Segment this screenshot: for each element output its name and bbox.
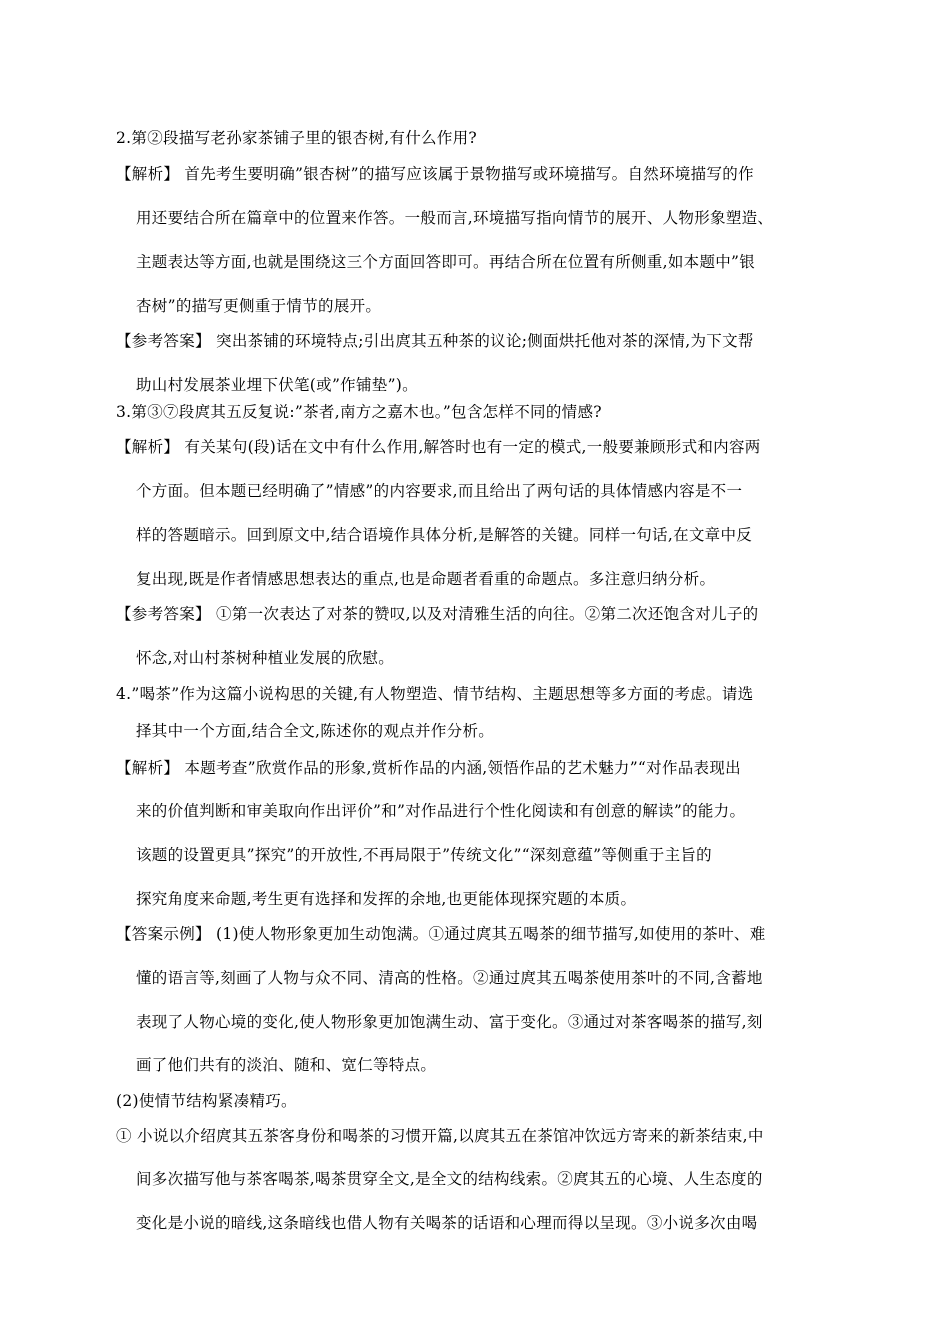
question-4-cont: 择其中一个方面,结合全文,陈述你的观点并作分析。 xyxy=(136,722,495,740)
answer-line: 【参考答案】 ①第一次表达了对茶的赞叹,以及对清雅生活的向往。②第二次还饱含对儿子的 xyxy=(116,605,759,623)
example-answer-line: 【答案示例】 (1)使人物形象更加生动饱满。①通过庹其五喝茶的细节描写,如使用的茶叶、难 xyxy=(116,925,766,943)
example-answer-line: 画了他们共有的淡泊、随和、宽仁等特点。 xyxy=(136,1056,437,1074)
analysis-line: 用还要结合所在篇章中的位置来作答。一般而言,环境描写指向情节的展开、人物形象塑造、 xyxy=(136,209,774,227)
question-3: 3.第③⑦段庹其五反复说:”茶者,南方之嘉木也。”包含怎样不同的情感? xyxy=(116,403,602,421)
answer-line: 怀念,对山村茶树种植业发展的欣慰。 xyxy=(136,649,395,667)
analysis-line: 杏树”的描写更侧重于情节的展开。 xyxy=(136,297,382,315)
analysis-line: 【解析】 本题考查”欣赏作品的形象,赏析作品的内涵,领悟作品的艺术魅力”“对作品表现出 xyxy=(116,759,741,777)
subpoint-line: 间多次描写他与茶客喝茶,喝茶贯穿全文,是全文的结构线索。②庹其五的心境、人生态度的 xyxy=(136,1170,763,1188)
answer-line: 助山村发展茶业埋下伏笔(或”作铺垫”)。 xyxy=(136,376,418,394)
analysis-line: 个方面。但本题已经明确了”情感”的内容要求,而且给出了两句话的具体情感内容是不一 xyxy=(136,482,743,500)
subpoint-line: ① 小说以介绍庹其五茶客身份和喝茶的习惯开篇,以庹其五在茶馆冲饮远方寄来的新茶结束,中 xyxy=(116,1127,764,1145)
analysis-line: 该题的设置更具”探究”的开放性,不再局限于”传统文化”“深刻意蕴”等侧重于主旨的 xyxy=(136,846,712,864)
subpoint-2: (2)使情节结构紧凑精巧。 xyxy=(116,1092,297,1110)
question-4: 4.”喝茶”作为这篇小说构思的关键,有人物塑造、情节结构、主题思想等多方面的考虑。请选 xyxy=(116,685,754,703)
analysis-line: 样的答题暗示。回到原文中,结合语境作具体分析,是解答的关键。同样一句话,在文章中反 xyxy=(136,526,753,544)
example-answer-line: 懂的语言等,刻画了人物与众不同、清高的性格。②通过庹其五喝茶使用茶叶的不同,含蓄地 xyxy=(136,969,763,987)
analysis-line: 复出现,既是作者情感思想表达的重点,也是命题者看重的命题点。多注意归纳分析。 xyxy=(136,570,716,588)
analysis-line: 探究角度来命题,考生更有选择和发挥的余地,也更能体现探究题的本质。 xyxy=(136,890,637,908)
analysis-line: 【解析】 首先考生要明确”银杏树”的描写应该属于景物描写或环境描写。自然环境描写的作 xyxy=(116,165,754,183)
question-2: 2.第②段描写老孙家茶铺子里的银杏树,有什么作用? xyxy=(116,129,478,147)
subpoint-line: 变化是小说的暗线,这条暗线也借人物有关喝茶的话语和心理而得以呈现。③小说多次由喝 xyxy=(136,1214,758,1232)
analysis-line: 【解析】 有关某句(段)话在文中有什么作用,解答时也有一定的模式,一般要兼顾形式和内容两 xyxy=(116,438,761,456)
answer-line: 【参考答案】 突出茶铺的环境特点;引出庹其五种茶的议论;侧面烘托他对茶的深情,为下文帮 xyxy=(116,332,754,350)
example-answer-line: 表现了人物心境的变化,使人物形象更加饱满生动、富于变化。③通过对茶客喝茶的描写,刻 xyxy=(136,1013,763,1031)
analysis-line: 主题表达等方面,也就是围绕这三个方面回答即可。再结合所在位置有所侧重,如本题中”银 xyxy=(136,253,756,271)
analysis-line: 来的价值判断和审美取向作出评价”和”对作品进行个性化阅读和有创意的解读”的能力。 xyxy=(136,802,746,820)
